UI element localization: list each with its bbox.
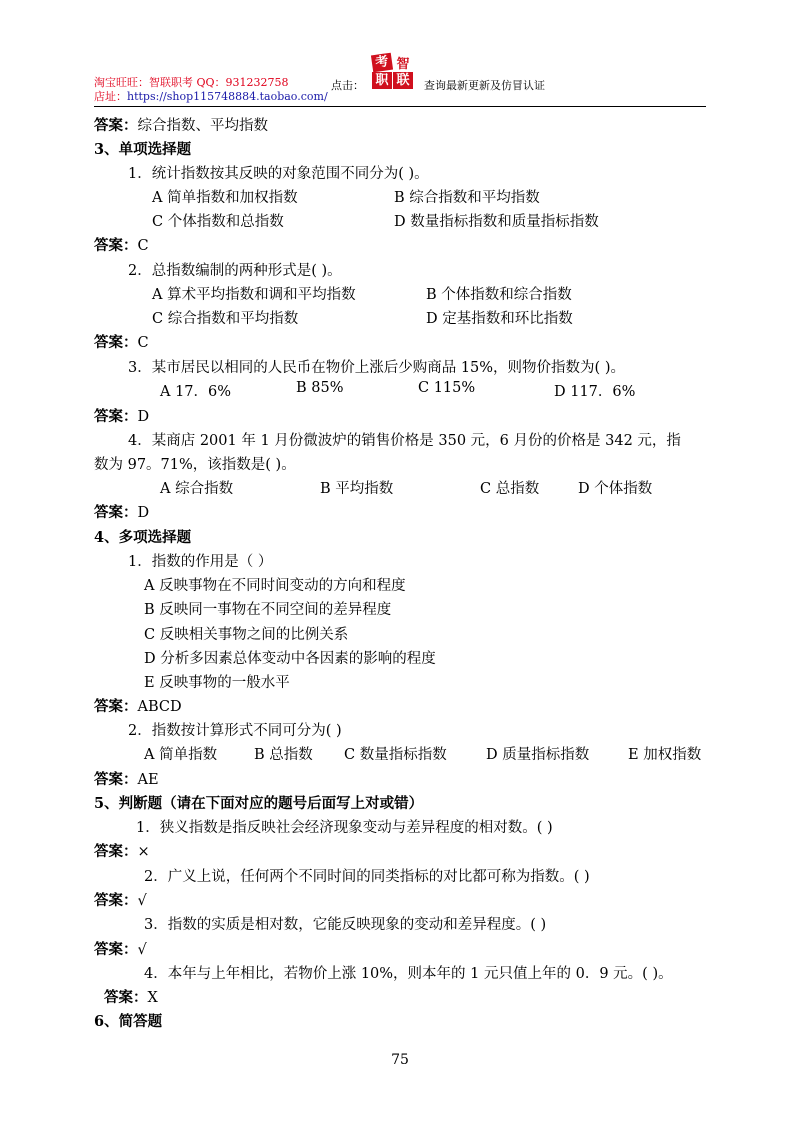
question-text: 4．本年与上年相比，若物价上涨 10%，则本年的 1 元只值上年的 0．9 元。( )。 <box>144 966 673 982</box>
option-b: B 反映同一事物在不同空间的差异程度 <box>144 602 392 618</box>
section-title: 3、单项选择题 <box>94 141 192 158</box>
option-c: C 反映相关事物之间的比例关系 <box>144 627 349 643</box>
question-text: 4．某商店 2001 年 1 月份微波炉的销售价格是 350 元，6 月份的价格是 342 元，指 <box>128 433 681 449</box>
answer-label: 答案： <box>94 892 138 909</box>
question-text: 2．广义上说，任何两个不同时间的同类指标的对比都可称为指数。( ) <box>144 869 590 885</box>
answer-label: 答案： <box>94 334 138 351</box>
answer-line <box>94 938 147 959</box>
answer-value: AE <box>137 772 159 788</box>
page-header <box>94 50 706 108</box>
option-d: D 117．6% <box>554 384 636 400</box>
option-d: D 数量指标指数和质量指标指数 <box>394 214 599 230</box>
answer-label: 答案： <box>94 771 138 788</box>
option-b: B 总指数 <box>254 747 313 763</box>
answer-line <box>94 695 182 716</box>
option-a: A 综合指数 <box>160 481 234 497</box>
header-click-label: 点击： <box>331 79 364 92</box>
answer-label: 答案： <box>94 237 138 254</box>
option-a: A 反映事物在不同时间变动的方向和程度 <box>144 578 406 594</box>
logo-char-1: 考 <box>371 53 393 73</box>
answer-value: D <box>137 505 150 521</box>
answer-value: √ <box>137 893 147 909</box>
header-shop-link[interactable]: https://shop115748884.taobao.com/ <box>127 90 328 103</box>
answer-value: C <box>137 335 149 351</box>
logo-char-2: 智 <box>393 56 413 73</box>
answer-value: √ <box>137 942 147 958</box>
answer-label: 答案： <box>94 504 138 521</box>
option-c: C 数量指标指数 <box>344 747 447 763</box>
option-a: A 简单指数 <box>144 747 218 763</box>
header-check-text: 查询最新更新及仿冒认证 <box>424 79 545 92</box>
question-text: 2．指数按计算形式不同可分为( ) <box>128 723 342 739</box>
answer-value: × <box>137 844 150 860</box>
header-taobao: 淘宝旺旺：智联职考 QQ：931232758 <box>94 76 289 89</box>
option-c: C 综合指数和平均指数 <box>152 311 299 327</box>
option-b: B 综合指数和平均指数 <box>394 190 540 206</box>
section-title: 5、判断题（请在下面对应的题号后面写上对或错） <box>94 795 424 812</box>
answer-line <box>104 986 158 1007</box>
option-a: A 算术平均指数和调和平均指数 <box>152 287 356 303</box>
answer-line <box>94 501 149 522</box>
answer-value: C <box>137 238 149 254</box>
option-e: E 加权指数 <box>628 747 702 763</box>
section-title: 6、简答题 <box>94 1013 163 1030</box>
answer-label: 答案： <box>94 843 138 860</box>
question-text: 1．狭义指数是指反映社会经济现象变动与差异程度的相对数。( ) <box>136 820 553 836</box>
question-text: 1．指数的作用是（ ） <box>128 554 273 570</box>
header-shop-label: 店址： <box>94 90 127 103</box>
option-d: D 定基指数和环比指数 <box>426 311 573 327</box>
answer-line <box>94 768 159 789</box>
answer-line <box>94 405 149 426</box>
answer-label: 答案： <box>94 698 138 715</box>
question-text-cont: 数为 97。71%，该指数是( )。 <box>94 457 296 473</box>
option-a: A 17．6% <box>160 384 232 400</box>
question-text: 3．某市居民以相同的人民币在物价上涨后少购商品 15%，则物价指数为( )。 <box>128 360 625 376</box>
brand-logo[interactable] <box>370 54 416 90</box>
answer-label: 答案： <box>94 941 138 958</box>
header-divider <box>94 106 706 107</box>
answer-value: ABCD <box>137 699 182 715</box>
option-b: B 85% <box>296 380 344 396</box>
question-text: 1．统计指数按其反映的对象范围不同分为( )。 <box>128 166 429 182</box>
answer-line <box>94 114 268 135</box>
answer-line <box>94 840 150 861</box>
logo-char-3: 职 <box>372 72 392 89</box>
option-c: C 总指数 <box>480 481 540 497</box>
option-a: A 简单指数和加权指数 <box>152 190 298 206</box>
question-text: 2．总指数编制的两种形式是( )。 <box>128 263 342 279</box>
answer-value: D <box>137 409 150 425</box>
header-contact <box>94 76 328 104</box>
page-number: 75 <box>391 1052 409 1068</box>
answer-value: X <box>147 990 158 1006</box>
option-d: D 分析多因素总体变动中各因素的影响的程度 <box>144 651 436 667</box>
option-d: D 个体指数 <box>578 481 653 497</box>
section-title: 4、多项选择题 <box>94 529 192 546</box>
answer-line <box>94 234 149 255</box>
logo-char-4: 联 <box>393 72 413 89</box>
answer-value: 综合指数、平均指数 <box>137 118 268 134</box>
question-text: 3．指数的实质是相对数，它能反映现象的变动和差异程度。( ) <box>144 917 547 933</box>
answer-line <box>94 889 147 910</box>
answer-line <box>94 331 149 352</box>
option-b: B 平均指数 <box>320 481 394 497</box>
option-c: C 个体指数和总指数 <box>152 214 284 230</box>
option-b: B 个体指数和综合指数 <box>426 287 572 303</box>
option-d: D 质量指标指数 <box>486 747 590 763</box>
answer-label: 答案： <box>94 408 138 425</box>
answer-label: 答案： <box>104 989 148 1006</box>
option-c: C 115% <box>418 380 476 396</box>
answer-label: 答案： <box>94 117 138 134</box>
option-e: E 反映事物的一般水平 <box>144 675 290 691</box>
